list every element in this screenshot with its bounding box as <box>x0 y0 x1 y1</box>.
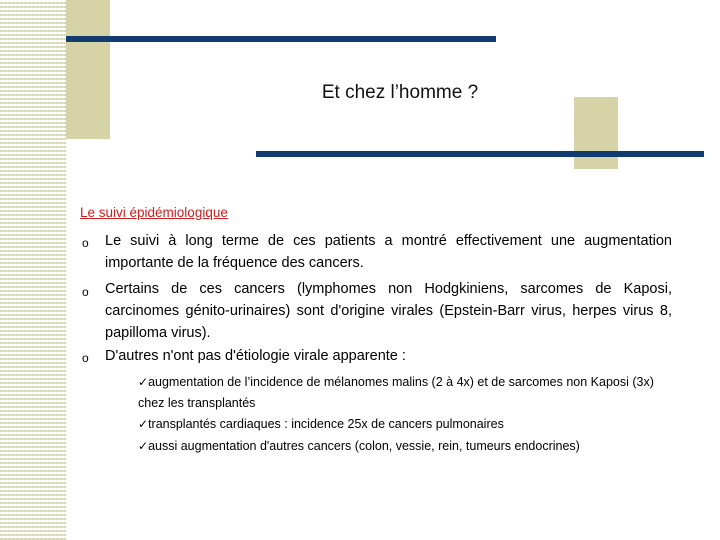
check-icon: ✓ <box>138 417 149 431</box>
title-bar-top <box>66 36 496 42</box>
title-bar-bottom <box>256 151 704 157</box>
bullet-marker: o <box>82 236 89 250</box>
bullet-item: D'autres n'ont pas d'étiologie virale apparente : <box>105 348 406 364</box>
bullet-marker: o <box>82 285 89 299</box>
decorative-tan-block <box>66 0 110 139</box>
slide-title: Et chez l’homme ? <box>321 82 479 103</box>
check-icon: ✓ <box>138 439 149 453</box>
check-icon: ✓ <box>138 375 149 389</box>
sub-item-text: augmentation de l’incidence de mélanomes malins (2 à 4x) et de sarcomes non Kaposi (3x) chez les transplantés <box>138 375 654 410</box>
sub-item <box>138 372 678 414</box>
sub-item-text: aussi augmentation d'autres cancers (colon, vessie, rein, tumeurs endocrines) <box>148 439 580 453</box>
bullet-item: Certains de ces cancers (lymphomes non Hodgkiniens, sarcomes de Kaposi, carcinomes génito-urinaires) sont d'origine virales (Epstein-Barr virus, herpes virus 8, papilloma virus). <box>105 281 672 341</box>
decorative-tan-block-right <box>574 97 618 169</box>
bullet-item: Le suivi à long terme de ces patients a montré effectivement une augmentation importante de la fréquence des cancers. <box>105 233 672 271</box>
decorative-stripe-panel <box>0 0 66 540</box>
sub-item-text: transplantés cardiaques : incidence 25x de cancers pulmonaires <box>148 417 504 431</box>
bullet-marker: o <box>82 351 89 365</box>
sub-item <box>138 414 678 435</box>
sub-item <box>138 436 678 457</box>
section-heading: Le suivi épidémiologique <box>80 205 228 220</box>
